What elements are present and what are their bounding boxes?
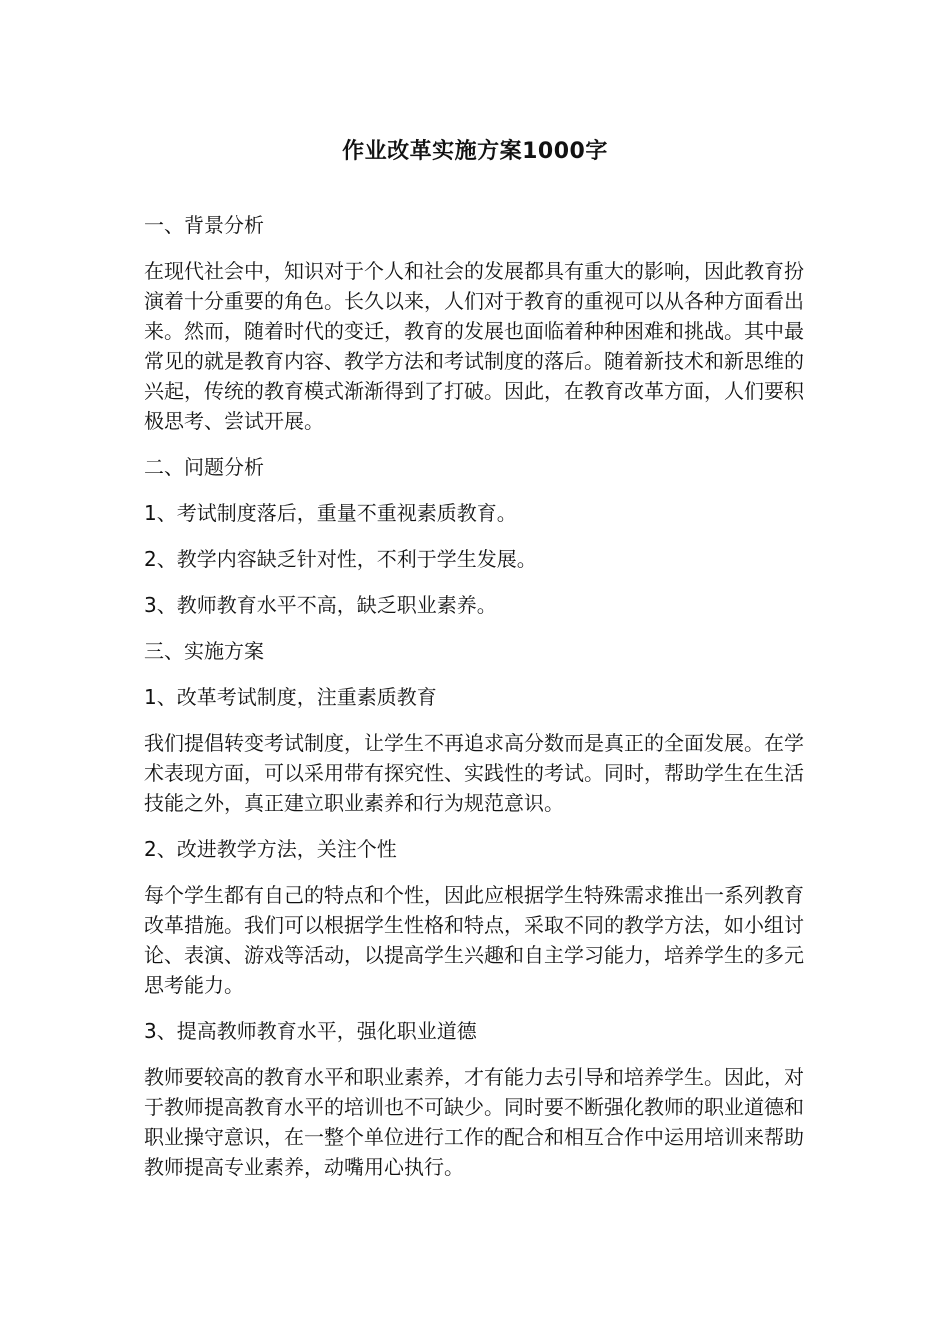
problem-item-1: 1、考试制度落后，重量不重视素质教育。 xyxy=(144,501,517,525)
document-title: 作业改革实施方案1000字 xyxy=(342,139,608,164)
document-body xyxy=(144,210,814,1198)
plan-subheading-1: 1、改革考试制度，注重素质教育 xyxy=(144,685,437,709)
heading-problems: 二、问题分析 xyxy=(144,455,264,479)
plan-paragraph-3: 教师要较高的教育水平和职业素养，才有能力去引导和培养学生。因此，对于教师提高教育水平的培训也不可缺少。同时要不断强化教师的职业道德和职业操守意识，在一整个单位进行工作的配合和相互合作中运用培训来帮助教师提高专业素养，动嘴用心执行。 xyxy=(144,1065,804,1179)
problem-item-2: 2、教学内容缺乏针对性，不利于学生发展。 xyxy=(144,547,537,571)
problem-item-3: 3、教师教育水平不高，缺乏职业素养。 xyxy=(144,593,497,617)
plan-subheading-2: 2、改进教学方法，关注个性 xyxy=(144,837,397,861)
heading-plan: 三、实施方案 xyxy=(144,639,264,663)
paragraph-background: 在现代社会中，知识对于个人和社会的发展都具有重大的影响，因此教育扮演着十分重要的角色。长久以来，人们对于教育的重视可以从各种方面看出来。然而，随着时代的变迁，教育的发展也面临着种种困难和挑战。其中最常见的就是教育内容、教学方法和考试制度的落后。随着新技术和新思维的兴起，传统的教育模式渐渐得到了打破。因此，在教育改革方面，人们要积极思考、尝试开展。 xyxy=(144,259,804,433)
plan-paragraph-2: 每个学生都有自己的特点和个性，因此应根据学生特殊需求推出一系列教育改革措施。我们可以根据学生性格和特点，采取不同的教学方法，如小组讨论、表演、游戏等活动，以提高学生兴趣和自主学习能力，培养学生的多元思考能力。 xyxy=(144,883,804,997)
plan-subheading-3: 3、提高教师教育水平，强化职业道德 xyxy=(144,1019,477,1043)
plan-paragraph-1: 我们提倡转变考试制度，让学生不再追求高分数而是真正的全面发展。在学术表现方面，可以采用带有探究性、实践性的考试。同时，帮助学生在生活技能之外，真正建立职业素养和行为规范意识。 xyxy=(144,731,804,815)
heading-background: 一、背景分析 xyxy=(144,213,264,237)
